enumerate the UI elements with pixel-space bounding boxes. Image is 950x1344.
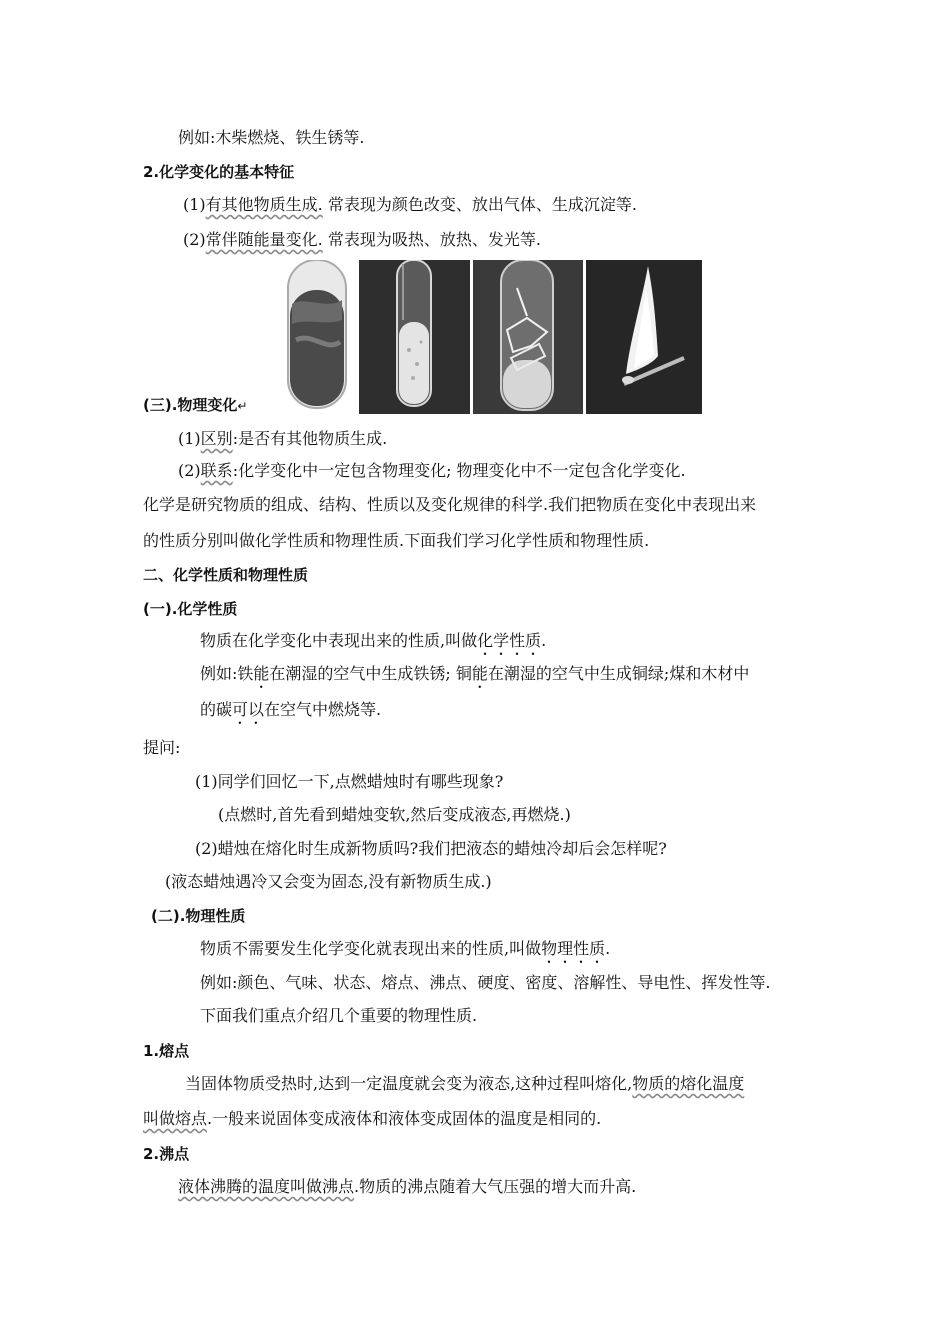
answer-2: (液态蜡烛遇冷又会变为固态,没有新物质生成.) bbox=[165, 872, 492, 891]
precipitate-test-tube-photo bbox=[282, 260, 356, 414]
emphasis-can-1: 能 bbox=[253, 664, 270, 683]
boiling-text: .物质的沸点随着大气压强的增大而升高. bbox=[354, 1177, 637, 1196]
heading-physical-change-text: (三).物理变化 bbox=[143, 396, 238, 414]
intro-paragraph-line-1: 化学是研究物质的组成、结构、性质以及变化规律的科学.我们把物质在变化中表现出来 bbox=[143, 495, 757, 514]
experiment-photo-strip bbox=[282, 260, 702, 414]
phys-property-term: 物理性质 bbox=[541, 939, 606, 958]
intro-paragraph-line-2: 的性质分别叫做化学性质和物理性质.下面我们学习化学性质和物理性质. bbox=[143, 531, 650, 550]
chem-definition-text: 物质在化学变化中表现出来的性质,叫做 bbox=[200, 631, 478, 650]
relation-desc: :化学变化中一定包含物理变化; 物理变化中不一定包含化学变化. bbox=[232, 461, 686, 480]
boiling-paragraph bbox=[178, 1176, 636, 1198]
question-label: 提问: bbox=[143, 738, 181, 757]
chem-definition-end: . bbox=[541, 631, 547, 650]
melting-paragraph-line-2 bbox=[143, 1108, 601, 1130]
answer-1: (点燃时,首先看到蜡烛变软,然后变成液态,再燃烧.) bbox=[218, 805, 571, 824]
feature-1-key: 有其他物质生成. bbox=[205, 195, 323, 214]
phys-property-definition bbox=[200, 938, 610, 967]
physical-relation-line bbox=[178, 460, 686, 482]
example2-text-c: 在空气中燃烧等. bbox=[264, 700, 382, 719]
melting-paragraph-line-1 bbox=[185, 1073, 744, 1095]
chem-property-term: 化学性质 bbox=[477, 631, 542, 650]
phys-property-examples: 例如:颜色、气味、状态、熔点、沸点、硬度、密度、溶解性、导电性、挥发性等. bbox=[200, 973, 771, 992]
chem-property-definition bbox=[200, 630, 546, 659]
feature-1-desc: 常表现为颜色改变、放出气体、生成沉淀等. bbox=[322, 195, 637, 214]
feature-2-key: 常伴随能量变化. bbox=[205, 230, 323, 249]
question-2: (2)蜡烛在熔化时生成新物质吗?我们把液态的蜡烛冷却后会怎样呢? bbox=[195, 839, 667, 858]
example-text-c: 在潮湿的空气中生成铁锈; 铜 bbox=[269, 664, 472, 683]
heading-physical-properties: (二).物理性质 bbox=[151, 907, 246, 925]
feature-2-line bbox=[183, 229, 541, 251]
melting-temp-key: 物质的熔化温度 bbox=[632, 1074, 745, 1093]
heading-section-2: 二、化学性质和物理性质 bbox=[143, 566, 309, 584]
emphasis-can-2: 能 bbox=[471, 664, 488, 683]
feature-1-line bbox=[183, 194, 637, 216]
heading-physical-change bbox=[143, 394, 247, 417]
heading-melting-point: 1.熔点 bbox=[143, 1042, 190, 1060]
phys-definition-text: 物质不需要发生化学变化就表现出来的性质,叫做 bbox=[200, 939, 542, 958]
example2-text-a: 的碳 bbox=[200, 700, 233, 719]
chem-property-example-2 bbox=[200, 699, 381, 728]
gas-bubbles-test-tube-photo bbox=[359, 260, 470, 414]
crystals-test-tube-photo bbox=[473, 260, 583, 414]
heading-chem-change-features: 2.化学变化的基本特征 bbox=[143, 163, 295, 181]
relation-key: 联系 bbox=[200, 461, 233, 480]
example-text-a: 例如:铁 bbox=[200, 664, 254, 683]
difference-key: 区别 bbox=[200, 429, 233, 448]
heading-chemical-properties: (一).化学性质 bbox=[143, 600, 238, 618]
melting-point-key: 叫做熔点 bbox=[143, 1109, 208, 1128]
melting-text-b: .一般来说固体变成液体和液体变成固体的温度是相同的. bbox=[207, 1109, 602, 1128]
feature-2-number: (2) bbox=[183, 230, 206, 249]
feature-1-number: (1) bbox=[183, 195, 206, 214]
question-1: (1)同学们回忆一下,点燃蜡烛时有哪些现象? bbox=[195, 772, 504, 791]
heading-boiling-point: 2.沸点 bbox=[143, 1145, 190, 1163]
feature-2-desc: 常表现为吸热、放热、发光等. bbox=[322, 230, 541, 249]
paragraph-mark-icon: ↵ bbox=[237, 399, 248, 413]
melting-text-a: 当固体物质受热时,达到一定温度就会变为液态,这种过程叫熔化, bbox=[185, 1074, 633, 1093]
emphasis-can-3: 可以 bbox=[232, 700, 265, 719]
difference-desc: :是否有其他物质生成. bbox=[232, 429, 388, 448]
relation-number: (2) bbox=[178, 461, 201, 480]
chem-property-example-1 bbox=[200, 663, 749, 692]
example-text-e: 在潮湿的空气中生成铜绿;煤和木材中 bbox=[487, 664, 750, 683]
example-wood-line: 例如:木柴燃烧、铁生锈等. bbox=[178, 128, 365, 147]
phys-definition-end: . bbox=[605, 939, 611, 958]
boiling-point-key: 液体沸腾的温度叫做沸点 bbox=[178, 1177, 355, 1196]
difference-number: (1) bbox=[178, 429, 201, 448]
physical-difference-line bbox=[178, 428, 387, 450]
phys-property-intro: 下面我们重点介绍几个重要的物理性质. bbox=[200, 1006, 478, 1025]
burning-match-flame-photo bbox=[586, 260, 702, 414]
